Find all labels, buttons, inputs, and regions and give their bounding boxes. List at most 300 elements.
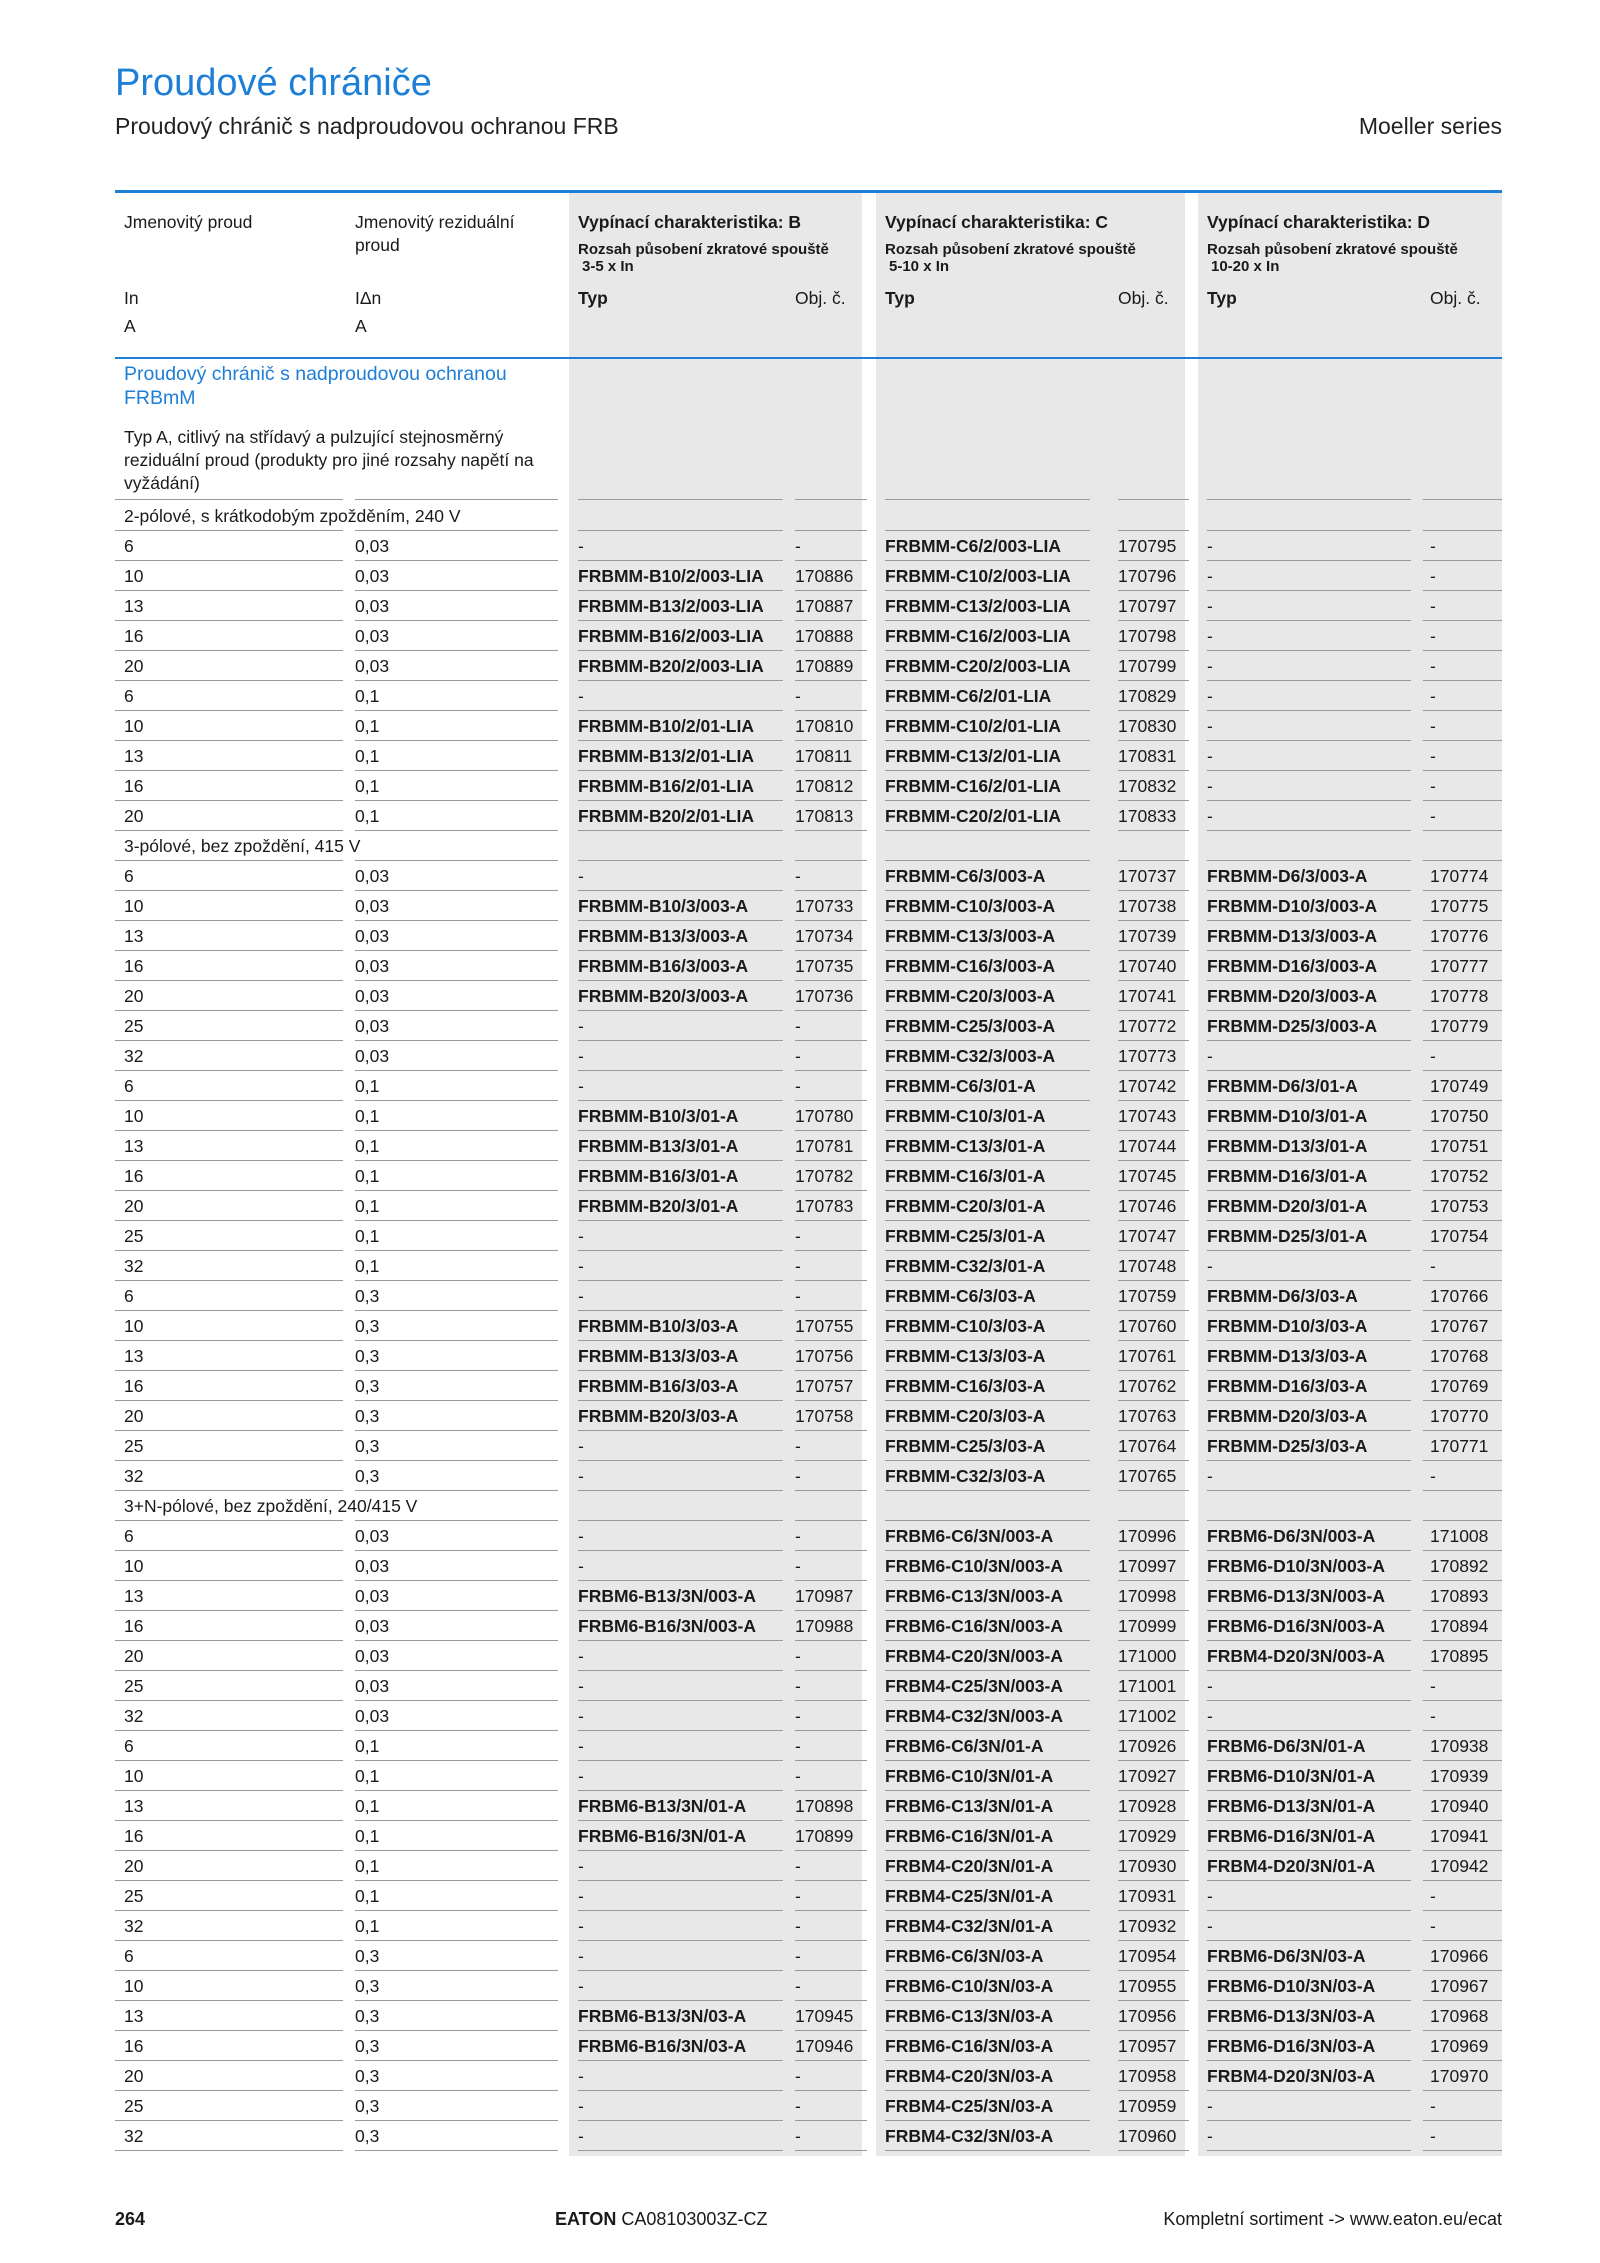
cell-type-d: FRBM6-D16/3N/03-A (1207, 2036, 1376, 2056)
cell-type-b: - (578, 1016, 584, 1036)
cell-type-b: - (578, 1976, 584, 1996)
cell-type-c: FRBMM-C6/3/01-A (885, 1076, 1036, 1096)
cell-type-b: - (578, 1076, 584, 1096)
cell-type-b: FRBM6-B13/3N/003-A (578, 1586, 756, 1606)
cell-type-b: - (578, 1886, 584, 1906)
table-header (115, 193, 1502, 358)
cell-rated-current: 16 (124, 1166, 144, 1186)
cell-type-d: - (1207, 746, 1213, 766)
cell-type-c: FRBMM-C13/2/01-LIA (885, 746, 1061, 766)
cell-type-d: - (1207, 2126, 1213, 2146)
cell-type-c: FRBMM-C13/3/003-A (885, 926, 1056, 946)
cell-type-c: FRBMM-C16/3/003-A (885, 956, 1056, 976)
cell-order-c: 170927 (1118, 1766, 1177, 1786)
cell-rated-current: 25 (124, 1676, 144, 1696)
cell-order-c: 170763 (1118, 1406, 1177, 1426)
cell-rated-residual: 0,03 (355, 566, 390, 586)
cell-type-b: - (578, 1706, 584, 1726)
cell-type-d: - (1207, 2096, 1213, 2116)
cell-type-d: FRBMM-D20/3/01-A (1207, 1196, 1368, 1216)
row-divider (1118, 2150, 1189, 2151)
cell-order-c: 170997 (1118, 1556, 1177, 1576)
cell-order-b: - (795, 2096, 801, 2116)
row-divider (355, 830, 558, 831)
cell-order-d: 170970 (1430, 2066, 1489, 2086)
table-row (115, 1911, 1502, 1941)
cell-order-b: - (795, 1886, 801, 1906)
cell-order-d: 170895 (1430, 1646, 1489, 1666)
range-d-label: Rozsah působení zkratové spouště (1207, 241, 1458, 258)
cell-type-b: FRBMM-B16/2/003-LIA (578, 626, 764, 646)
cell-rated-current: 32 (124, 1916, 144, 1936)
page-title: Proudové chrániče (115, 62, 432, 104)
cell-order-d: 170769 (1430, 1376, 1489, 1396)
cell-order-d: - (1430, 1916, 1436, 1936)
row-divider (578, 830, 783, 831)
cell-type-d: FRBM6-D13/3N/01-A (1207, 1796, 1376, 1816)
table-row (115, 921, 1502, 951)
table-row (115, 1131, 1502, 1161)
cell-type-c: FRBM6-C16/3N/003-A (885, 1616, 1063, 1636)
cell-rated-residual: 0,03 (355, 536, 390, 556)
cell-type-b: FRBMM-B16/3/03-A (578, 1376, 739, 1396)
cell-order-d: - (1430, 1046, 1436, 1066)
cell-type-c: FRBM4-C25/3N/01-A (885, 1886, 1054, 1906)
cell-rated-current: 32 (124, 1256, 144, 1276)
group-label: 2-pólové, s krátkodobým zpožděním, 240 V (124, 506, 461, 526)
cell-rated-current: 20 (124, 1196, 144, 1216)
cell-order-b: - (795, 1856, 801, 1876)
cell-order-c: 170998 (1118, 1586, 1177, 1606)
cell-order-b: - (795, 1046, 801, 1066)
cell-order-d: - (1430, 2096, 1436, 2116)
table-row (115, 1821, 1502, 1851)
cell-order-d: - (1430, 536, 1436, 556)
brand-label: EATON (555, 2209, 617, 2229)
cell-order-c: 170746 (1118, 1196, 1177, 1216)
table-row (115, 1671, 1502, 1701)
cell-type-b: - (578, 536, 584, 556)
cell-rated-residual: 0,1 (355, 1196, 380, 1216)
cell-type-c: FRBMM-C20/3/01-A (885, 1196, 1046, 1216)
row-divider (1118, 1490, 1189, 1491)
cell-order-b: 170783 (795, 1196, 854, 1216)
cell-order-b: 170987 (795, 1586, 854, 1606)
cell-type-b: FRBMM-B20/3/003-A (578, 986, 749, 1006)
cell-rated-current: 13 (124, 1796, 144, 1816)
cell-order-b: 170889 (795, 656, 854, 676)
cell-rated-current: 10 (124, 566, 144, 586)
cell-order-c: 170744 (1118, 1136, 1177, 1156)
cell-type-c: FRBMM-C20/2/003-LIA (885, 656, 1071, 676)
cell-order-c: 170740 (1118, 956, 1177, 976)
cell-order-d: 170966 (1430, 1946, 1489, 1966)
table-row (115, 1011, 1502, 1041)
table-row (115, 1341, 1502, 1371)
cell-order-c: 171000 (1118, 1646, 1177, 1666)
table-row (115, 1161, 1502, 1191)
cell-rated-residual: 0,1 (355, 1736, 380, 1756)
cell-order-d: 170771 (1430, 1436, 1489, 1456)
cell-type-b: - (578, 1946, 584, 1966)
cell-order-c: 170956 (1118, 2006, 1177, 2026)
cell-order-d: 170939 (1430, 1766, 1489, 1786)
cell-order-d: 170969 (1430, 2036, 1489, 2056)
cell-rated-current: 10 (124, 1106, 144, 1126)
cell-rated-residual: 0,1 (355, 1076, 380, 1096)
cell-rated-residual: 0,3 (355, 1946, 380, 1966)
cell-rated-current: 20 (124, 2066, 144, 2086)
cell-rated-residual: 0,1 (355, 1796, 380, 1816)
rated-current-header: Jmenovitý proud (124, 212, 253, 232)
table-row (115, 1311, 1502, 1341)
cell-order-c: 170772 (1118, 1016, 1177, 1036)
cell-type-b: - (578, 1766, 584, 1786)
table-row (115, 651, 1502, 681)
row-divider (1423, 1490, 1502, 1491)
cell-type-c: FRBMM-C10/3/003-A (885, 896, 1056, 916)
table-row (115, 741, 1502, 771)
cell-type-c: FRBMM-C20/3/03-A (885, 1406, 1046, 1426)
table-row (115, 771, 1502, 801)
cell-order-d: 171008 (1430, 1526, 1489, 1546)
cell-type-c: FRBM6-C13/3N/01-A (885, 1796, 1054, 1816)
cell-rated-current: 13 (124, 1346, 144, 1366)
cell-type-d: FRBMM-D10/3/03-A (1207, 1316, 1368, 1336)
cell-order-b: 170945 (795, 2006, 854, 2026)
cell-type-d: FRBMM-D13/3/03-A (1207, 1346, 1368, 1366)
cell-type-b: FRBMM-B10/2/01-LIA (578, 716, 754, 736)
row-divider (115, 499, 343, 500)
cell-type-b: - (578, 1046, 584, 1066)
cell-type-b: - (578, 2096, 584, 2116)
cell-rated-current: 16 (124, 1616, 144, 1636)
cell-type-d: FRBM6-D16/3N/003-A (1207, 1616, 1385, 1636)
cell-order-d: 170777 (1430, 956, 1489, 976)
cell-rated-current: 6 (124, 1076, 134, 1096)
table-row (115, 621, 1502, 651)
table-row (115, 1041, 1502, 1071)
table-row (115, 1731, 1502, 1761)
cell-type-b: - (578, 1226, 584, 1246)
cell-order-b: 170946 (795, 2036, 854, 2056)
cell-type-c: FRBMM-C6/2/003-LIA (885, 536, 1061, 556)
cell-type-b: - (578, 1286, 584, 1306)
page-number: 264 (115, 2209, 146, 2229)
row-divider (1118, 830, 1189, 831)
table-row (115, 1761, 1502, 1791)
cell-type-d: FRBMM-D10/3/01-A (1207, 1106, 1368, 1126)
cell-type-b: FRBMM-B16/2/01-LIA (578, 776, 754, 796)
doc-code: CA08103003Z-CZ (621, 2209, 768, 2229)
cell-type-c: FRBM4-C25/3N/003-A (885, 1676, 1063, 1696)
cell-rated-current: 13 (124, 926, 144, 946)
cell-order-b: 170736 (795, 986, 854, 1006)
cell-rated-current: 10 (124, 1976, 144, 1996)
row-divider (1423, 830, 1502, 831)
cell-order-b: - (795, 1946, 801, 1966)
cell-order-c: 170773 (1118, 1046, 1177, 1066)
row-divider (355, 499, 558, 500)
table-row (115, 1881, 1502, 1911)
cell-order-b: - (795, 1466, 801, 1486)
cell-order-b: - (795, 2126, 801, 2146)
cell-type-d: - (1207, 1706, 1213, 1726)
cell-order-c: 170739 (1118, 926, 1177, 946)
cell-rated-residual: 0,3 (355, 2036, 380, 2056)
cell-order-c: 170796 (1118, 566, 1177, 586)
range-b-value: 3-5 x In (582, 258, 634, 275)
obj-b-header: Obj. č. (795, 288, 846, 308)
cell-order-c: 170737 (1118, 866, 1177, 886)
cell-type-c: FRBMM-C20/2/01-LIA (885, 806, 1061, 826)
cell-type-c: FRBMM-C10/2/003-LIA (885, 566, 1071, 586)
cell-rated-current: 32 (124, 1466, 144, 1486)
catalog-link[interactable]: Kompletní sortiment -> www.eaton.eu/ecat (1163, 2209, 1502, 2229)
cell-order-b: - (795, 1526, 801, 1546)
cell-order-c: 170748 (1118, 1256, 1177, 1276)
cell-order-c: 170798 (1118, 626, 1177, 646)
cell-rated-current: 10 (124, 1766, 144, 1786)
cell-type-d: - (1207, 536, 1213, 556)
cell-rated-residual: 0,3 (355, 1466, 380, 1486)
cell-order-d: - (1430, 1676, 1436, 1696)
cell-rated-residual: 0,1 (355, 1166, 380, 1186)
table-row (115, 1611, 1502, 1641)
cell-order-d: 170776 (1430, 926, 1489, 946)
typ-c-header: Typ (885, 288, 915, 308)
cell-rated-residual: 0,1 (355, 1766, 380, 1786)
cell-rated-current: 6 (124, 1526, 134, 1546)
cell-rated-current: 25 (124, 2096, 144, 2116)
cell-order-c: 170745 (1118, 1166, 1177, 1186)
table-row (115, 801, 1502, 831)
cell-order-d: 170942 (1430, 1856, 1489, 1876)
cell-type-b: - (578, 2066, 584, 2086)
table-row (115, 1971, 1502, 2001)
cell-type-c: FRBMM-C16/3/01-A (885, 1166, 1046, 1186)
table-row (115, 951, 1502, 981)
range-c-value: 5-10 x In (889, 258, 950, 275)
idn-symbol: IΔn (355, 288, 382, 308)
cell-rated-current: 10 (124, 1556, 144, 1576)
table-row (115, 1191, 1502, 1221)
cell-rated-residual: 0,3 (355, 1406, 380, 1426)
cell-type-b: FRBMM-B20/2/003-LIA (578, 656, 764, 676)
cell-order-d: - (1430, 686, 1436, 706)
cell-type-d: - (1207, 1886, 1213, 1906)
cell-type-c: FRBMM-C13/2/003-LIA (885, 596, 1071, 616)
obj-d-header: Obj. č. (1430, 288, 1481, 308)
cell-order-b: - (795, 686, 801, 706)
cell-rated-current: 10 (124, 896, 144, 916)
cell-type-b: - (578, 1736, 584, 1756)
cell-order-b: 170733 (795, 896, 854, 916)
cell-type-d: FRBMM-D13/3/01-A (1207, 1136, 1368, 1156)
cell-type-d: - (1207, 776, 1213, 796)
cell-type-b: - (578, 1646, 584, 1666)
cell-rated-current: 20 (124, 1856, 144, 1876)
cell-order-b: 170988 (795, 1616, 854, 1636)
cell-type-d: FRBMM-D16/3/01-A (1207, 1166, 1368, 1186)
cell-type-c: FRBM4-C25/3N/03-A (885, 2096, 1054, 2116)
cell-order-d: 170749 (1430, 1076, 1489, 1096)
cell-type-c: FRBMM-C25/3/03-A (885, 1436, 1046, 1456)
cell-rated-current: 20 (124, 806, 144, 826)
cell-type-d: FRBMM-D25/3/003-A (1207, 1016, 1378, 1036)
cell-order-d: 170941 (1430, 1826, 1489, 1846)
cell-rated-residual: 0,1 (355, 806, 380, 826)
cell-type-c: FRBM6-C10/3N/03-A (885, 1976, 1054, 1996)
unit-in: A (124, 316, 136, 336)
table-row (115, 981, 1502, 1011)
unit-idn: A (355, 316, 367, 336)
cell-order-b: 170887 (795, 596, 854, 616)
cell-type-d: FRBM6-D6/3N/003-A (1207, 1526, 1376, 1546)
cell-order-b: - (795, 1646, 801, 1666)
cell-rated-residual: 0,3 (355, 2096, 380, 2116)
cell-order-c: 170999 (1118, 1616, 1177, 1636)
cell-type-d: - (1207, 806, 1213, 826)
cell-order-c: 170931 (1118, 1886, 1177, 1906)
cell-type-c: FRBMM-C32/3/03-A (885, 1466, 1046, 1486)
table-row (115, 1431, 1502, 1461)
cell-rated-residual: 0,3 (355, 1346, 380, 1366)
cell-type-c: FRBM6-C16/3N/03-A (885, 2036, 1054, 2056)
cell-rated-residual: 0,03 (355, 656, 390, 676)
cell-rated-current: 13 (124, 596, 144, 616)
page-subtitle: Proudový chránič s nadproudovou ochranou FRB (115, 113, 619, 139)
cell-type-d: - (1207, 686, 1213, 706)
char-c-header: Vypínací charakteristika: C (885, 212, 1109, 232)
cell-order-b: 170898 (795, 1796, 854, 1816)
row-divider (1207, 499, 1411, 500)
cell-order-b: - (795, 1256, 801, 1276)
cell-rated-residual: 0,3 (355, 1316, 380, 1336)
row-divider (578, 499, 783, 500)
cell-order-d: 170753 (1430, 1196, 1489, 1216)
cell-rated-residual: 0,03 (355, 1646, 390, 1666)
cell-order-d: 170766 (1430, 1286, 1489, 1306)
cell-type-d: FRBMM-D16/3/03-A (1207, 1376, 1368, 1396)
rated-residual-header: Jmenovitý reziduální proud (355, 212, 515, 255)
cell-type-d: - (1207, 656, 1213, 676)
cell-type-c: FRBMM-C10/3/03-A (885, 1316, 1046, 1336)
cell-order-b: - (795, 1736, 801, 1756)
cell-order-c: 170829 (1118, 686, 1177, 706)
cell-type-d: - (1207, 626, 1213, 646)
cell-type-b: FRBMM-B20/2/01-LIA (578, 806, 754, 826)
cell-order-c: 170830 (1118, 716, 1177, 736)
cell-rated-current: 32 (124, 1706, 144, 1726)
cell-order-b: - (795, 1976, 801, 1996)
cell-order-d: 170893 (1430, 1586, 1489, 1606)
cell-type-b: FRBM6-B13/3N/03-A (578, 2006, 747, 2026)
group-label: 3-pólové, bez zpoždění, 415 V (124, 836, 361, 856)
cell-order-b: - (795, 1016, 801, 1036)
table-row (115, 1251, 1502, 1281)
cell-rated-residual: 0,1 (355, 686, 380, 706)
cell-type-c: FRBM4-C20/3N/01-A (885, 1856, 1054, 1876)
cell-rated-residual: 0,3 (355, 1436, 380, 1456)
row-divider (795, 830, 867, 831)
cell-type-d: FRBMM-D25/3/01-A (1207, 1226, 1368, 1246)
cell-order-d: - (1430, 1466, 1436, 1486)
cell-type-d: FRBM6-D6/3N/01-A (1207, 1736, 1366, 1756)
cell-type-d: FRBM6-D13/3N/03-A (1207, 2006, 1376, 2026)
char-b-header: Vypínací charakteristika: B (578, 212, 802, 232)
cell-rated-residual: 0,03 (355, 1616, 390, 1636)
cell-order-d: - (1430, 656, 1436, 676)
table-row (115, 681, 1502, 711)
cell-type-b: - (578, 1436, 584, 1456)
cell-order-c: 170747 (1118, 1226, 1177, 1246)
table-row (115, 1791, 1502, 1821)
cell-type-b: FRBMM-B13/3/003-A (578, 926, 749, 946)
cell-order-c: 170795 (1118, 536, 1177, 556)
cell-type-b: - (578, 2126, 584, 2146)
cell-order-d: 170968 (1430, 2006, 1489, 2026)
cell-order-b: 170734 (795, 926, 854, 946)
cell-type-b: FRBMM-B13/3/03-A (578, 1346, 739, 1366)
cell-rated-current: 6 (124, 866, 134, 886)
cell-type-c: FRBM6-C6/3N/01-A (885, 1736, 1044, 1756)
cell-type-b: FRBM6-B13/3N/01-A (578, 1796, 747, 1816)
cell-order-c: 170831 (1118, 746, 1177, 766)
cell-type-c: FRBM6-C13/3N/003-A (885, 1586, 1063, 1606)
cell-order-b: - (795, 1766, 801, 1786)
row-divider (885, 499, 1090, 500)
cell-order-c: 170761 (1118, 1346, 1177, 1366)
cell-rated-current: 6 (124, 686, 134, 706)
table-row (115, 711, 1502, 741)
cell-type-b: FRBM6-B16/3N/01-A (578, 1826, 747, 1846)
cell-order-b: - (795, 866, 801, 886)
table-row (115, 2121, 1502, 2151)
cell-order-c: 170832 (1118, 776, 1177, 796)
cell-order-d: - (1430, 1706, 1436, 1726)
cell-rated-residual: 0,03 (355, 1676, 390, 1696)
cell-rated-current: 13 (124, 1586, 144, 1606)
cell-type-b: - (578, 1556, 584, 1576)
row-divider (355, 1490, 558, 1491)
cell-type-b: FRBMM-B13/2/003-LIA (578, 596, 764, 616)
table-row (115, 1941, 1502, 1971)
cell-type-c: FRBMM-C13/3/03-A (885, 1346, 1046, 1366)
cell-type-d: FRBM6-D13/3N/003-A (1207, 1586, 1385, 1606)
cell-type-c: FRBMM-C10/3/01-A (885, 1106, 1046, 1126)
cell-order-b: 170781 (795, 1136, 854, 1156)
row-divider (1423, 499, 1502, 500)
cell-order-c: 170764 (1118, 1436, 1177, 1456)
cell-type-b: - (578, 1916, 584, 1936)
cell-order-b: - (795, 1556, 801, 1576)
cell-order-b: 170780 (795, 1106, 854, 1126)
cell-order-d: 170754 (1430, 1226, 1489, 1246)
cell-rated-current: 6 (124, 536, 134, 556)
cell-type-d: FRBM4-D20/3N/03-A (1207, 2066, 1376, 2086)
section-note: Typ A, citlivý na střídavý a pulzující stejnosměrný reziduální proud (produkty pro jiné rozsahy napětí na vyžádání) (124, 427, 534, 493)
cell-rated-residual: 0,1 (355, 1256, 380, 1276)
cell-order-c: 170957 (1118, 2036, 1177, 2056)
cell-type-c: FRBM4-C32/3N/003-A (885, 1706, 1063, 1726)
cell-order-d: 170892 (1430, 1556, 1489, 1576)
cell-order-d: 170778 (1430, 986, 1489, 1006)
cell-rated-current: 13 (124, 1136, 144, 1156)
cell-order-b: - (795, 1676, 801, 1696)
cell-order-b: 170813 (795, 806, 854, 826)
cell-rated-residual: 0,03 (355, 1586, 390, 1606)
